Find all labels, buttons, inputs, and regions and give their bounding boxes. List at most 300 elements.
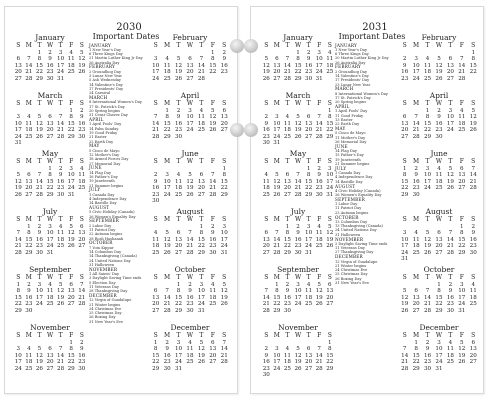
day-cell: 16 (35, 236, 43, 243)
weekday-label: W (46, 274, 54, 281)
day-cell: 22 (458, 243, 466, 250)
day-cell: 13 (197, 178, 205, 185)
date-section-heading: MARCH (89, 95, 108, 101)
day-cell: 27 (305, 133, 313, 140)
day-cell: 8 (176, 288, 181, 295)
day-cell (468, 256, 479, 262)
day-cell: 28 (25, 75, 33, 82)
day-cell: 26 (262, 75, 270, 82)
week-row (399, 366, 479, 372)
day-cell: 24 (67, 185, 75, 192)
month-name: October (423, 265, 455, 274)
day-cell: 29 (326, 133, 334, 140)
day-cell: 27 (186, 75, 194, 82)
day-cell: 27 (25, 191, 33, 198)
day-cell (34, 308, 45, 314)
day-cell: 15 (283, 236, 291, 243)
day-cell: 3 (327, 166, 332, 172)
week-row (13, 76, 87, 82)
day-cell: 21 (458, 69, 466, 76)
day-cell: 18 (25, 127, 33, 134)
day-cell: 15 (469, 62, 477, 69)
day-cell: 2 (48, 50, 52, 56)
day-cell: 24 (186, 127, 194, 134)
day-cell: 6 (188, 56, 192, 63)
month-name: September (29, 265, 71, 274)
day-cell: 7 (275, 230, 279, 237)
month-name: May (289, 149, 307, 158)
week-row (261, 308, 335, 314)
day-cell: 9 (165, 346, 169, 353)
day-cell: 18 (262, 185, 270, 192)
important-date-item: 2 Groundhog Day (89, 69, 122, 74)
important-date-item: 11 Veterans Day (89, 284, 119, 289)
day-cell: 16 (25, 294, 33, 301)
day-cell (314, 372, 325, 378)
day-cell: 18 (152, 243, 160, 250)
day-cell: 30 (78, 133, 86, 140)
day-cell: 12 (174, 62, 183, 69)
month-calendar-april (150, 91, 230, 149)
weekday-label: S (327, 274, 332, 281)
weekday-label: T (58, 158, 63, 165)
weekday-label: W (294, 216, 302, 223)
day-cell (422, 192, 433, 198)
day-cell: 20 (326, 294, 334, 301)
day-cell: 10 (57, 56, 65, 63)
day-cell: 14 (152, 120, 160, 127)
important-date-item: 26 Women's Equality Day (89, 214, 136, 219)
day-cell (66, 308, 77, 314)
weekday-label: S (79, 332, 84, 339)
day-cell: 12 (14, 178, 22, 185)
day-cell: 21 (25, 69, 33, 76)
day-cell: 9 (317, 172, 321, 179)
weekday-label: T (37, 332, 42, 339)
day-cell: 26 (294, 365, 302, 372)
date-section-heading: SEPTEMBER (89, 218, 119, 224)
day-cell: 22 (326, 127, 334, 134)
day-cell: 5 (69, 224, 73, 230)
weekday-label: M (273, 216, 280, 223)
day-cell: 30 (25, 307, 33, 314)
day-cell: 28 (57, 133, 65, 140)
weekday-label: M (273, 42, 280, 49)
day-cell: 3 (165, 172, 169, 179)
day-cell (196, 134, 207, 140)
date-grid (13, 50, 87, 82)
important-date-item: 16 Father's Day (89, 174, 118, 179)
day-cell: 8 (425, 114, 430, 121)
important-date-item: 2 Labor Day (89, 223, 112, 228)
day-cell: 25 (46, 301, 54, 308)
day-cell (282, 372, 293, 378)
day-cell: 22 (67, 359, 75, 366)
day-cell: 31 (46, 249, 54, 256)
day-cell: 9 (285, 288, 290, 295)
weekday-header (261, 274, 335, 282)
day-cell: 3 (69, 166, 73, 172)
day-cell: 25 (412, 249, 420, 256)
important-date-item: 14 Flag Day (89, 170, 111, 175)
day-cell: 10 (174, 346, 183, 353)
day-cell: 14 (78, 288, 86, 295)
date-grid (399, 224, 479, 262)
week-row (261, 76, 335, 82)
important-dates-list (335, 43, 401, 285)
day-cell: 14 (458, 62, 466, 69)
day-cell: 15 (305, 178, 313, 185)
day-cell: 14 (197, 62, 205, 69)
date-section-heading: JULY (335, 165, 347, 171)
important-date-item: 23 Autumn begins (335, 210, 369, 215)
important-date-item: 11 Patriot Day (89, 227, 116, 232)
day-cell: 25 (283, 365, 291, 372)
day-cell: 12 (67, 230, 75, 237)
day-cell (207, 134, 218, 140)
day-cell: 13 (209, 346, 217, 353)
day-cell: 29 (273, 307, 281, 314)
day-cell: 14 (412, 120, 420, 127)
day-cell: 21 (401, 359, 409, 366)
day-cell: 28 (315, 133, 323, 140)
day-cell: 26 (435, 75, 443, 82)
day-cell: 23 (186, 301, 194, 308)
important-date-item: 4 Civic Holiday (Canada) (335, 188, 381, 193)
day-cell (314, 308, 325, 314)
day-cell: 2 (188, 282, 192, 288)
day-cell: 2 (402, 56, 407, 63)
day-cell: 19 (446, 178, 454, 185)
day-cell (303, 140, 314, 146)
day-cell: 18 (78, 178, 86, 185)
important-date-item: 24 Christmas Eve (89, 306, 122, 311)
important-date-item: 14 Flag Day (335, 149, 357, 154)
weekday-label: T (285, 216, 290, 223)
day-cell: 25 (186, 359, 194, 366)
day-cell: 5 (460, 340, 464, 346)
month-calendar-may (261, 149, 335, 207)
day-cell: 10 (305, 230, 313, 237)
important-date-item: 12 Virgin of Guadalupe (89, 298, 132, 303)
binder-hole (244, 123, 258, 137)
day-cell: 28 (458, 75, 466, 82)
day-cell: 1 (285, 224, 290, 230)
day-cell: 11 (152, 236, 160, 243)
day-cell: 10 (315, 56, 323, 63)
day-cell: 23 (423, 359, 432, 366)
day-cell: 4 (69, 50, 73, 56)
day-cell: 27 (273, 75, 281, 82)
day-cell (219, 308, 230, 314)
day-cell: 21 (186, 243, 194, 250)
day-cell: 22 (35, 69, 43, 76)
day-cell: 19 (197, 352, 205, 359)
day-cell: 14 (57, 352, 65, 359)
day-cell: 3 (188, 108, 192, 114)
day-cell: 14 (315, 352, 323, 359)
day-cell: 20 (186, 69, 194, 76)
day-cell: 7 (317, 114, 321, 121)
day-cell: 24 (220, 243, 228, 250)
weekday-header (399, 100, 479, 108)
binder-hole (230, 123, 244, 137)
day-cell: 15 (163, 120, 171, 127)
weekday-label: S (471, 42, 476, 49)
day-cell: 2 (437, 108, 441, 114)
day-cell: 13 (283, 178, 291, 185)
day-cell: 7 (317, 346, 321, 353)
day-cell: 27 (469, 359, 477, 366)
day-cell: 25 (326, 69, 334, 76)
day-cell: 22 (220, 185, 228, 192)
day-cell: 9 (222, 56, 227, 63)
weekday-label: F (69, 100, 74, 107)
important-date-item: 14 Bastille Day (89, 201, 117, 206)
day-cell: 8 (327, 346, 332, 353)
important-dates-heading: Important Dates (338, 32, 406, 41)
day-cell: 7 (402, 346, 407, 353)
day-cell: 21 (220, 352, 228, 359)
day-cell: 18 (305, 294, 313, 301)
important-date-item: 5 Election Day (89, 280, 116, 285)
day-cell: 17 (152, 69, 160, 76)
important-date-item: 1 Canada Day (335, 171, 361, 176)
day-cell: 9 (79, 114, 84, 121)
day-cell: 8 (306, 172, 311, 179)
day-cell: 29 (174, 307, 183, 314)
important-date-item: 13 Columbus Day (335, 219, 368, 224)
weekday-label: S (16, 274, 21, 281)
day-cell: 25 (315, 243, 323, 250)
week-row (399, 308, 479, 314)
day-cell (34, 140, 45, 146)
weekday-label: S (153, 100, 158, 107)
day-cell: 11 (446, 346, 454, 353)
day-cell: 13 (262, 236, 270, 243)
day-cell: 31 (326, 191, 334, 198)
weekday-label: S (79, 100, 84, 107)
day-cell: 30 (186, 307, 194, 314)
day-cell: 15 (174, 294, 183, 301)
day-cell: 21 (35, 185, 43, 192)
important-date-item: 1 Labor Day (335, 202, 358, 207)
day-cell: 27 (446, 75, 454, 82)
day-cell (410, 256, 421, 262)
day-cell: 5 (165, 230, 169, 237)
weekday-label: F (69, 216, 74, 223)
weekday-label: M (25, 100, 32, 107)
date-grid (399, 50, 479, 82)
day-cell: 29 (220, 191, 228, 198)
day-cell: 5 (79, 50, 84, 56)
weekday-label: M (25, 274, 32, 281)
weekday-label: F (69, 332, 74, 339)
day-cell: 24 (446, 127, 454, 134)
week-row (150, 366, 230, 372)
day-cell: 30 (423, 365, 432, 372)
day-cell: 4 (448, 340, 453, 346)
day-cell: 6 (264, 230, 269, 237)
day-cell: 31 (458, 307, 466, 314)
date-grid (150, 50, 230, 82)
day-cell: 1 (199, 224, 204, 230)
day-cell: 23 (57, 185, 65, 192)
day-cell: 16 (423, 352, 432, 359)
day-cell: 22 (326, 359, 334, 366)
day-cell: 19 (186, 185, 194, 192)
important-date-item: 5 Cinco de Mayo (335, 131, 366, 136)
weekday-header (150, 100, 230, 108)
day-cell: 13 (186, 62, 194, 69)
day-cell (456, 134, 467, 140)
day-cell: 17 (14, 359, 22, 366)
date-section-heading: OCTOBER (89, 240, 113, 246)
day-cell: 10 (67, 172, 75, 179)
day-cell: 6 (275, 56, 279, 63)
weekday-label: W (435, 332, 443, 339)
day-cell: 2 (264, 346, 269, 353)
day-cell: 17 (14, 127, 22, 134)
day-cell: 10 (423, 172, 432, 179)
day-cell: 18 (174, 185, 183, 192)
day-cell: 24 (412, 75, 420, 82)
weekday-label: T (448, 216, 453, 223)
day-cell: 30 (35, 249, 43, 256)
day-cell: 12 (294, 120, 302, 127)
day-cell: 20 (25, 185, 33, 192)
day-cell: 16 (469, 236, 477, 243)
weekday-label: S (16, 100, 21, 107)
day-cell: 14 (315, 120, 323, 127)
important-date-item: 11 Good Friday (335, 113, 364, 118)
day-cell: 8 (222, 172, 227, 179)
important-date-item: 19 Good Friday (89, 130, 118, 135)
weekday-label: T (58, 100, 63, 107)
day-cell: 30 (78, 365, 86, 372)
day-cell: 5 (37, 346, 42, 353)
day-cell: 24 (294, 301, 302, 308)
day-cell: 26 (294, 133, 302, 140)
day-cell: 14 (186, 236, 194, 243)
day-cell: 8 (327, 114, 332, 121)
month-name: January (283, 33, 313, 42)
day-cell: 7 (165, 288, 169, 295)
day-cell: 7 (285, 56, 290, 63)
day-cell: 26 (446, 185, 454, 192)
day-cell (293, 140, 304, 146)
day-cell: 3 (199, 282, 204, 288)
day-cell: 25 (209, 301, 217, 308)
day-cell: 5 (327, 224, 332, 230)
day-cell: 7 (211, 172, 215, 179)
day-cell: 14 (273, 236, 281, 243)
day-cell: 22 (412, 359, 420, 366)
date-section-heading: OCTOBER (335, 214, 359, 220)
day-cell: 15 (35, 62, 43, 69)
day-cell: 24 (435, 359, 443, 366)
day-cell (196, 198, 207, 204)
month-calendar-august (150, 207, 230, 265)
day-cell: 5 (317, 282, 321, 288)
important-date-item: 11 Patriot Day (335, 206, 362, 211)
day-cell: 13 (78, 230, 86, 237)
day-cell: 26 (163, 249, 171, 256)
date-grid (261, 108, 335, 146)
day-cell: 24 (326, 185, 334, 192)
day-cell: 25 (163, 75, 171, 82)
date-section-heading: FEBRUARY (89, 64, 116, 70)
month-name: July (290, 207, 306, 216)
day-cell: 8 (165, 114, 169, 121)
day-cell: 19 (174, 69, 183, 76)
day-cell: 13 (174, 236, 183, 243)
weekday-label: S (327, 158, 332, 165)
day-cell: 15 (209, 62, 217, 69)
important-date-item: 19 Juneteenth (335, 157, 361, 162)
day-cell: 19 (14, 185, 22, 192)
weekday-label: F (69, 42, 74, 49)
weekday-label: M (413, 332, 420, 339)
important-date-item: 2 Daylight Saving Time ends (335, 241, 388, 246)
day-cell: 2 (471, 224, 476, 230)
weekday-label: S (327, 216, 332, 223)
day-cell: 9 (37, 230, 42, 237)
day-cell: 26 (35, 133, 43, 140)
day-cell: 7 (222, 340, 227, 346)
day-cell: 8 (460, 230, 464, 237)
day-cell: 21 (163, 301, 171, 308)
day-cell: 14 (469, 172, 477, 179)
day-cell: 1 (327, 108, 332, 114)
week-row (399, 192, 479, 198)
day-cell: 28 (152, 133, 160, 140)
weekday-label: T (306, 332, 311, 339)
day-cell: 24 (57, 69, 65, 76)
day-cell: 31 (14, 139, 22, 146)
week-row (261, 372, 335, 378)
weekday-label: S (153, 42, 158, 49)
month-calendar-october (150, 265, 230, 323)
day-cell: 18 (458, 120, 466, 127)
date-section-heading: MAY (335, 126, 346, 132)
day-cell: 29 (458, 249, 466, 256)
day-cell: 9 (264, 120, 269, 127)
day-cell (55, 250, 66, 256)
weekday-label: T (425, 100, 430, 107)
important-date-item: 1 Canada Day (89, 192, 115, 197)
weekday-label: T (37, 274, 42, 281)
day-cell: 1 (414, 340, 418, 346)
weekday-label: S (16, 158, 21, 165)
weekday-label: M (25, 216, 32, 223)
day-cell: 10 (435, 346, 443, 353)
day-cell: 6 (211, 340, 215, 346)
day-cell: 3 (275, 346, 279, 353)
important-date-item: 24 United Nations Day (89, 258, 131, 263)
date-section-heading: APRIL (89, 117, 104, 123)
day-cell: 16 (412, 178, 420, 185)
important-date-item: 21 Summer begins (89, 183, 124, 188)
day-cell: 1 (153, 340, 158, 346)
weekday-label: W (435, 274, 443, 281)
important-date-item: 31 Cesar Chavez Day (89, 113, 128, 118)
day-cell: 29 (25, 249, 33, 256)
weekday-label: F (210, 216, 215, 223)
weekday-label: T (176, 100, 181, 107)
weekday-label: T (306, 216, 311, 223)
day-cell: 25 (174, 191, 183, 198)
